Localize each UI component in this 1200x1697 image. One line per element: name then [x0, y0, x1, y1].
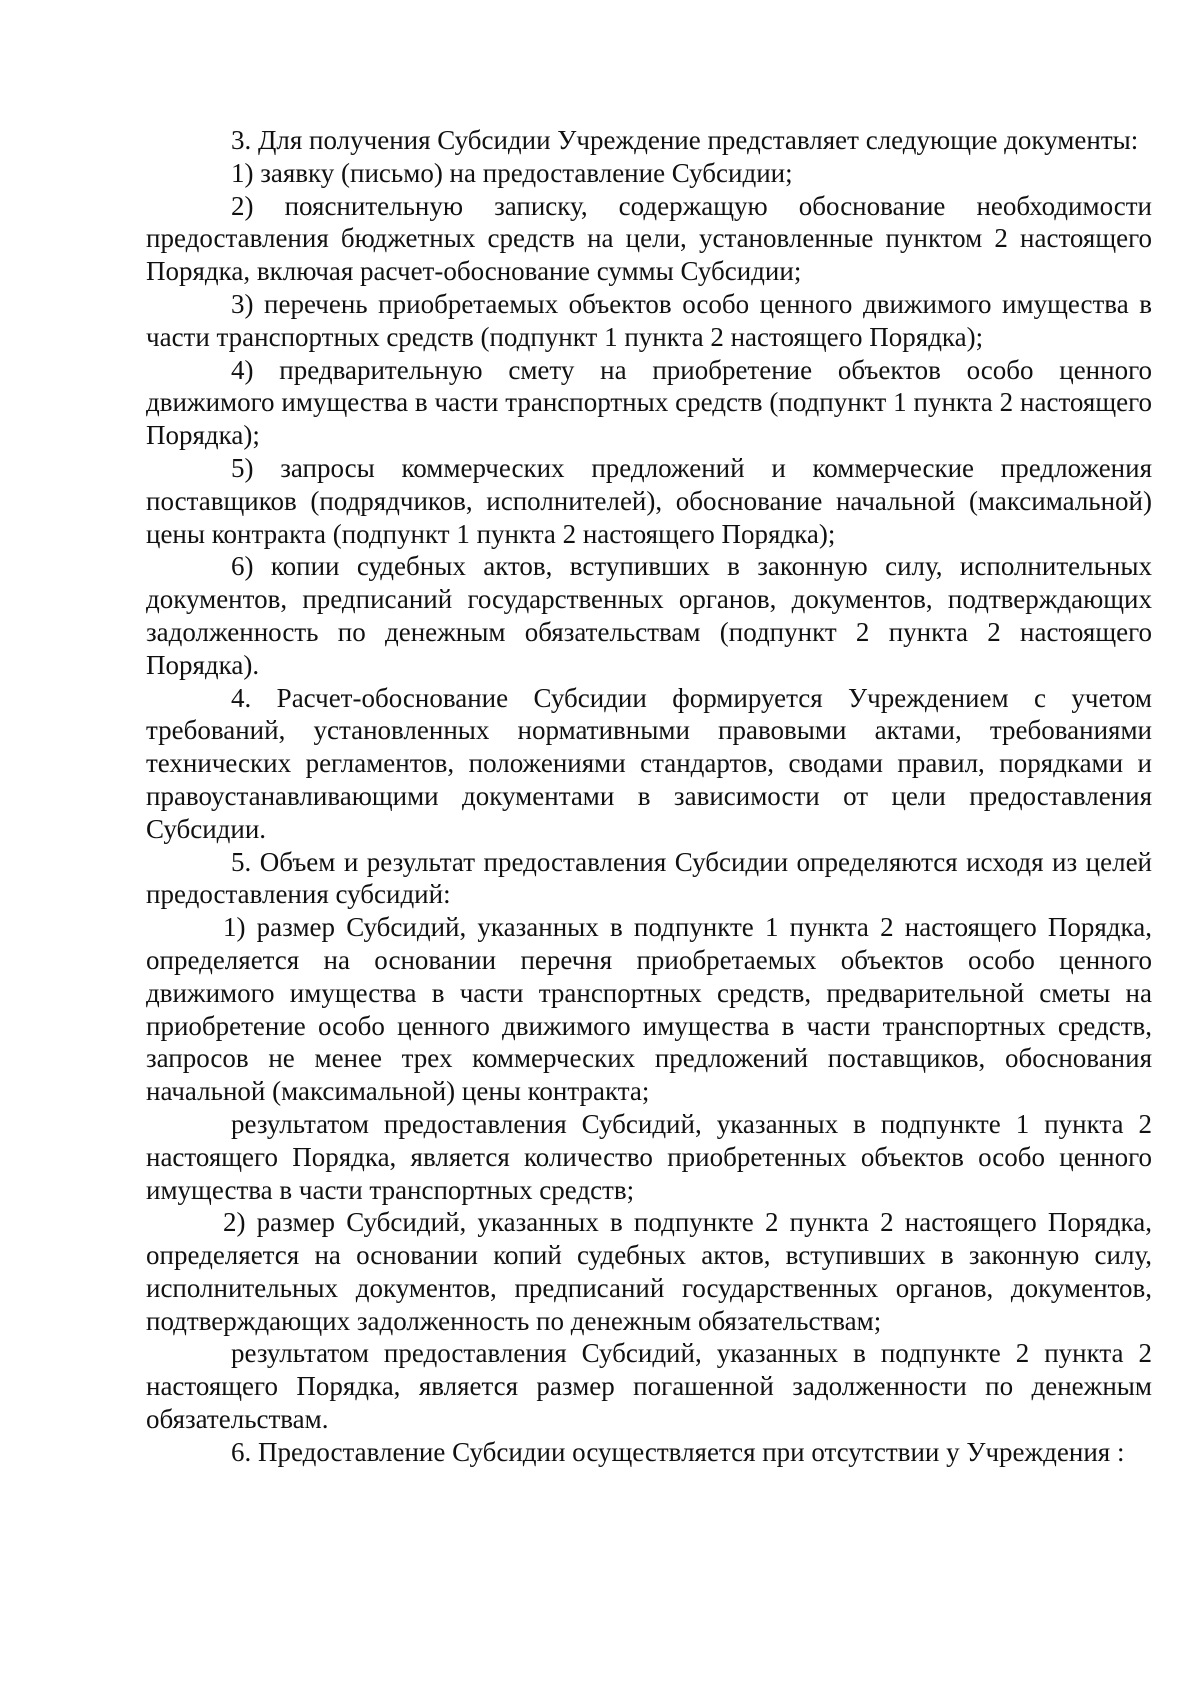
list-item-preliminary-estimate: 4) предварительную смету на приобретение объектов особо ценного движимого имущества в части транспортных средств (подпункт 1 пункта 2 настоящего Порядка);	[146, 354, 1152, 451]
paragraph-item-3: 3. Для получения Субсидии Учреждение представляет следующие документы:	[231, 125, 1139, 155]
list-item-subsidy-size-1: 1) размер Субсидий, указанных в подпункте 1 пункта 2 настоящего Порядка, определяется на основании перечня приобретаемых объектов особо ценного движимого имущества в части транспортных средств, предварительной сметы на приобретение особо ценного движимого имущества в части транспортных средств, запросов не менее трех коммерческих предложений поставщиков, обоснования начальной (максимальной) цены контракта;	[146, 912, 1152, 1107]
list-item-commercial-offers: 5) запросы коммерческих предложений и коммерческие предложения поставщиков (подрядчиков, исполнителей), обоснование начальной (максимальной) цены контракта (подпункт 1 пункта 2 настоящего Порядка);	[146, 452, 1152, 549]
paragraph-item-4: 4. Расчет-обоснование Субсидии формируется Учреждением с учетом требований, установленных нормативными правовыми актами, требованиями технических регламентов, положениями стандартов, сводами правил, порядками и правоустанавливающими документами в зависимости от цели предоставления Субсидии.	[146, 682, 1152, 844]
list-item-asset-list: 3) перечень приобретаемых объектов особо ценного движимого имущества в части транспортных средств (подпункт 1 пункта 2 настоящего Порядка);	[146, 288, 1152, 352]
document-body	[146, 124, 1152, 1469]
paragraph-result-2: результатом предоставления Субсидий, указанных в подпункте 2 пункта 2 настоящего Порядка, является размер погашенной задолженности по денежным обязательствам.	[146, 1338, 1152, 1435]
paragraph-result-1: результатом предоставления Субсидий, указанных в подпункте 1 пункта 2 настоящего Порядка, является количество приобретенных объектов особо ценного имущества в части транспортных средств;	[146, 1108, 1152, 1205]
paragraph-item-6: 6. Предоставление Субсидии осуществляется при отсутствии у Учреждения :	[231, 1436, 1125, 1467]
paragraph-item-5: 5. Объем и результат предоставления Субсидии определяются исходя из целей предоставления субсидий:	[146, 846, 1152, 910]
list-item-explanatory-note: 2) пояснительную записку, содержащую обоснование необходимости предоставления бюджетных средств на цели, установленные пунктом 2 настоящего Порядка, включая расчет-обоснование суммы Субсидии;	[146, 190, 1152, 287]
list-item-subsidy-size-2: 2) размер Субсидий, указанных в подпункте 2 пункта 2 настоящего Порядка, определяется на основании копий судебных актов, вступивших в законную силу, исполнительных документов, предписаний государственных органов, документов, подтверждающих задолженность по денежным обязательствам;	[146, 1207, 1152, 1336]
list-item-application: 1) заявку (письмо) на предоставление Субсидии;	[231, 157, 793, 188]
list-item-court-acts: 6) копии судебных актов, вступивших в законную силу, исполнительных документов, предписаний государственных органов, документов, подтверждающих задолженность по денежным обязательствам (подпункт 2 пункта 2 настоящего Порядка).	[146, 551, 1152, 680]
